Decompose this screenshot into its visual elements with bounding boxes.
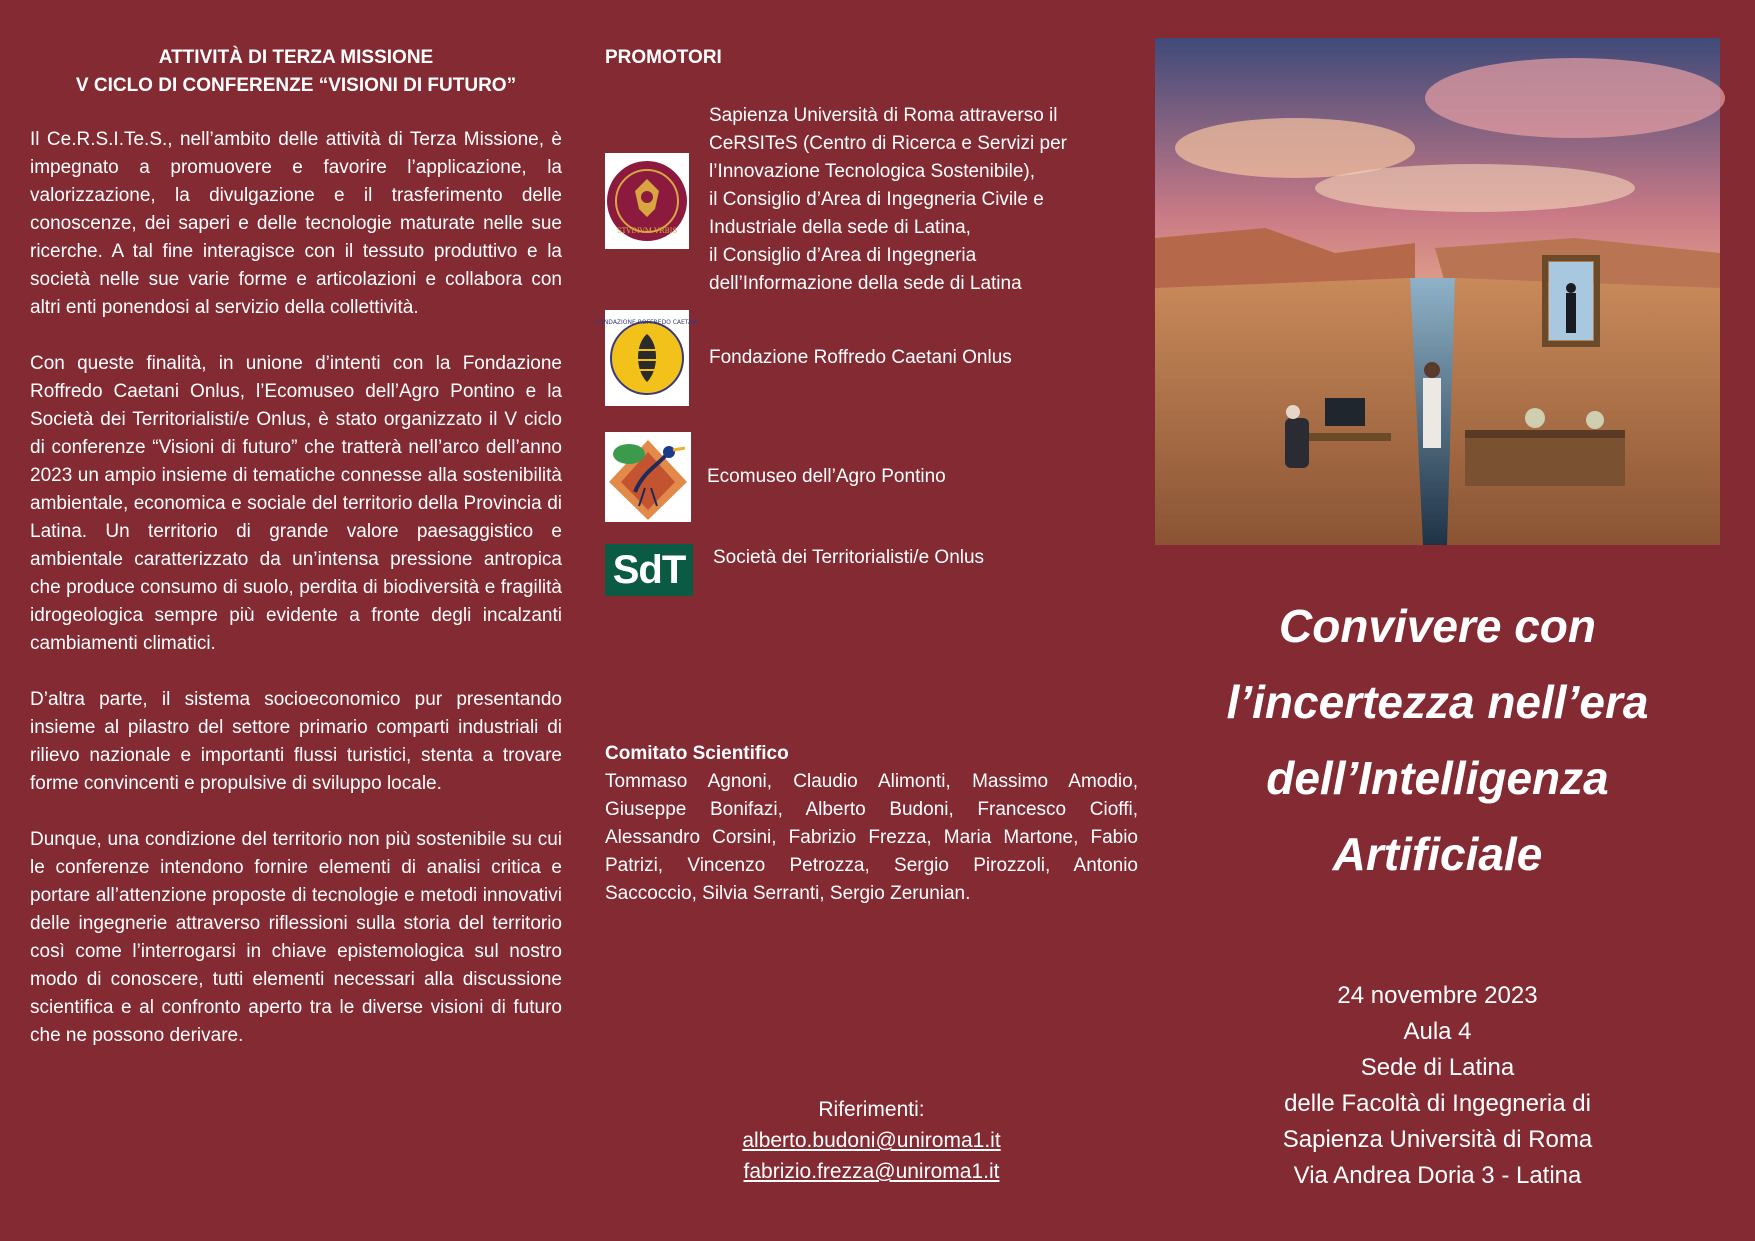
paragraph-2: Con queste finalità, in unione d’intenti con la Fondazione Roffredo Caetani Onlus, l’Ecomuseo dell’Agro Pontino e la Società dei Territorialisti/e Onlus, è stato organizzato il V ciclo di conferenze “Visioni di futuro” che tratterà nell’arco dell’anno 2023 un ampio insieme di tematiche connesse alla sostenibilità ambientale, economica e sociale del territorio della Provincia di Latina. Un territorio di grande valore paesaggistico e ambientale caratterizzato da un’intensa pressione antropica che produce consumo di suolo, perdita di biodiversità e fragilità idrogeologica sempre più evidente a fronte degli incalzanti cambiamenti climatici. [30, 353, 562, 654]
event-title [1155, 588, 1720, 892]
paragraph-3: D’altra parte, il sistema socioeconomico pur presentando insieme al pilastro del settore primario comparti industriali di rilievo nazionale e importanti flussi turistici, stenta a trovare forme convincenti e propulsive di sviluppo locale. [30, 689, 562, 794]
title-line: dell’Intelligenza [1266, 752, 1609, 804]
promoter-caetani [595, 310, 1012, 406]
promotori-heading: PROMOTORI [605, 47, 722, 68]
promoter-ecomuseo-text [707, 463, 946, 491]
event-venue: Sede di Latina [1360, 1054, 1515, 1081]
event-address: Via Andrea Doria 3 - Latina [1293, 1162, 1582, 1189]
svg-text:FONDAZIONE ROFFREDO CAETANI: FONDAZIONE ROFFREDO CAETANI [595, 319, 699, 326]
comitato-scientifico [605, 740, 1138, 908]
left-column [30, 44, 562, 1078]
promoter-line: il Consiglio d’Area di Ingegneria Civile e [709, 189, 1044, 210]
ecomuseo-bird-icon [605, 432, 691, 522]
title-line: Convivere con [1279, 600, 1596, 652]
promoter-line: Società dei Territorialisti/e Onlus [713, 547, 985, 568]
event-university: Sapienza Università di Roma [1282, 1126, 1593, 1153]
title-line: l’incertezza nell’era [1226, 676, 1649, 728]
middle-column [595, 44, 1138, 1183]
comitato-names: Tommaso Agnoni, Claudio Alimonti, Massimo Amodio, Giuseppe Bonifazi, Alberto Budoni, Francesco Cioffi, Alessandro Corsini, Fabrizio Frezza, Maria Martone, Fabio Patrizi, Vincenzo Petrozza, Sergio Pirozzoli, Antonio Saccoccio, Silvia Serranti, Sergio Zerunian. [605, 771, 1138, 904]
canyon-scientist-illustration [1155, 38, 1720, 545]
right-column [1155, 38, 1720, 1189]
promoter-line: dell’Informazione della sede di Latina [709, 273, 1022, 294]
paragraph-1: Il Ce.R.S.I.Te.S., nell’ambito delle attività di Terza Missione, è impegnato a promuovere e favorire l’applicazione, la valorizzazione, la divulgazione e il trasferimento delle conoscenze, dei saperi e delle tecnologie maturate nelle sue ricerche. A tal fine interagisce con il tessuto produttivo e la società nelle sue varie forme e articolazioni e collabora con altri enti ponendosi al servizio della collettività. [30, 129, 562, 318]
svg-text:STVDIVM VRBIS: STVDIVM VRBIS [616, 227, 678, 235]
title-line-2: V CICLO DI CONFERENZE “VISIONI DI FUTURO” [75, 75, 517, 96]
event-room: Aula 4 [1403, 1018, 1472, 1045]
promoter-line: l’Innovazione Tecnologica Sostenibile), [709, 161, 1036, 182]
promoter-line: Fondazione Roffredo Caetani Onlus [709, 347, 1012, 368]
event-faculty: delle Facoltà di Ingegneria di [1284, 1090, 1591, 1117]
sapienza-seal-icon [605, 153, 689, 249]
riferimenti [605, 1094, 1138, 1187]
promoter-line: CeRSITeS (Centro di Ricerca e Servizi per [709, 133, 1067, 154]
promoter-line: il Consiglio d’Area di Ingegneria [709, 245, 977, 266]
paragraph-4: Dunque, una condizione del territorio non più sostenibile su cui le conferenze intendono fornire elementi di analisi critica e portare all’attenzione proposte di tecnologie e metodi innovativi delle ingegnerie attraverso riflessioni sulla storia del territorio così come l’interrogarsi in chiave epistemologica sul nostro modo di conoscere, tutti elementi necessari alla discussione scientifica e al confronto aperto tra le diverse visioni di futuro che ne possono derivare. [30, 829, 562, 1046]
event-date: 24 novembre 2023 [1337, 982, 1538, 1009]
sdt-logo-text: SdT [612, 547, 686, 592]
title-line: Artificiale [1332, 828, 1543, 880]
promoter-sapienza [605, 104, 1067, 298]
caetani-foundation-icon [595, 310, 699, 406]
comitato-heading: Comitato Scientifico [605, 743, 789, 764]
promoter-sapienza-text [709, 102, 1067, 298]
promoter-sdt [605, 544, 984, 596]
email-link-budoni[interactable]: alberto.budoni@uniroma1.it [742, 1129, 1001, 1152]
title-line-1: ATTIVITÀ DI TERZA MISSIONE [158, 47, 434, 68]
event-details [1155, 978, 1720, 1194]
sdt-logo-icon [605, 544, 693, 596]
promoter-ecomuseo [605, 432, 946, 522]
promoter-line: Sapienza Università di Roma attraverso il [709, 105, 1058, 126]
promoter-caetani-text [709, 344, 1012, 372]
email-link-frezza[interactable]: fabrizio.frezza@uniroma1.it [743, 1160, 1000, 1183]
section-title [30, 44, 562, 100]
promoter-sdt-text [713, 544, 984, 572]
riferimenti-label: Riferimenti: [818, 1098, 925, 1121]
promoter-line: Ecomuseo dell’Agro Pontino [707, 466, 946, 487]
promoter-line: Industriale della sede di Latina, [709, 217, 971, 238]
